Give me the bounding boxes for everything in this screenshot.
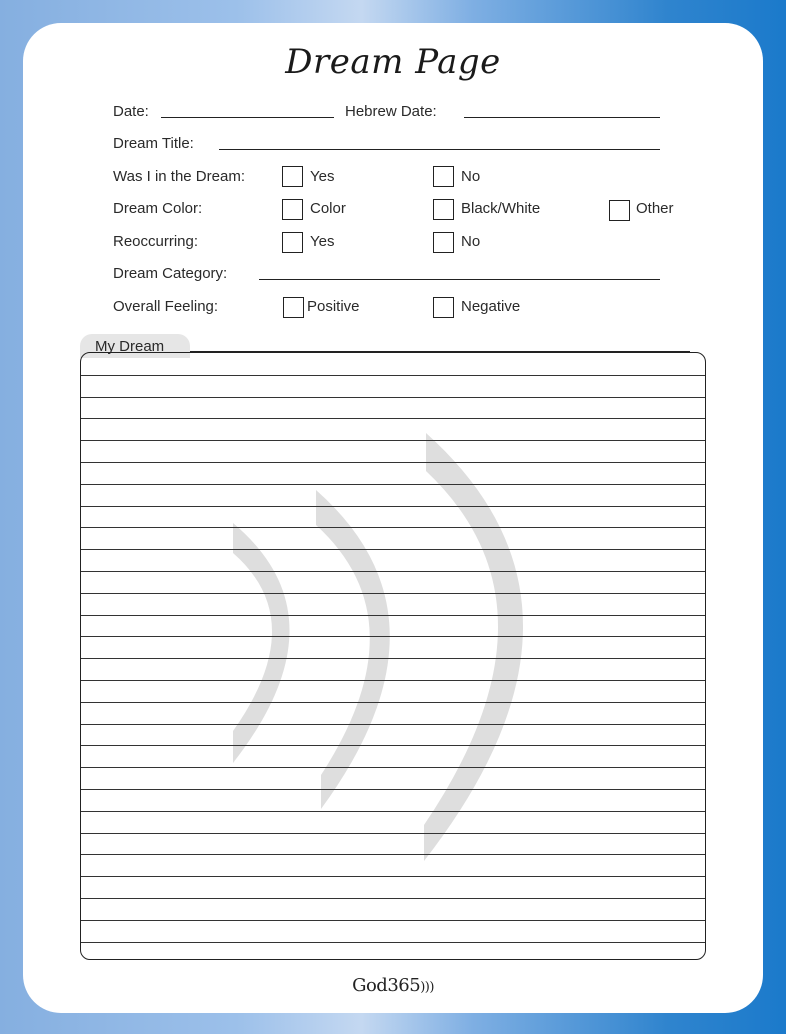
ruled-line [81, 854, 705, 855]
in-dream-yes-checkbox[interactable] [282, 166, 303, 187]
other-checkbox[interactable] [609, 200, 630, 221]
date-label: Date: [113, 103, 149, 120]
ruled-line [81, 418, 705, 419]
logo-text: God365 [352, 975, 421, 996]
positive-checkbox[interactable] [283, 297, 304, 318]
hebrew-date-field[interactable] [464, 117, 660, 118]
ruled-line [81, 745, 705, 746]
ruled-line [81, 615, 705, 616]
ruled-line [81, 833, 705, 834]
in-dream-no-label: No [461, 168, 481, 185]
positive-option-label: Positive [307, 298, 360, 315]
dream-color-label: Dream Color: [113, 200, 203, 217]
page-title: Dream Page [285, 42, 501, 82]
ruled-line [81, 549, 705, 550]
ruled-line [81, 680, 705, 681]
ruled-line [81, 440, 705, 441]
date-field[interactable] [161, 117, 334, 118]
ruled-line [81, 898, 705, 899]
ruled-lines [81, 353, 705, 959]
in-dream-yes-label: Yes [310, 168, 335, 185]
god365-logo [0, 975, 786, 996]
ruled-line [81, 506, 705, 507]
overall-feeling-label: Overall Feeling: [113, 298, 219, 315]
ruled-line [81, 527, 705, 528]
ruled-line [81, 462, 705, 463]
reoccurring-no-checkbox[interactable] [433, 232, 454, 253]
ruled-line [81, 397, 705, 398]
reoccurring-no-label: No [461, 233, 481, 250]
dream-title-field[interactable] [219, 149, 660, 150]
reoccurring-label: Reoccurring: [113, 233, 199, 250]
ruled-line [81, 767, 705, 768]
in-dream-label: Was I in the Dream: [113, 168, 245, 185]
negative-option-label: Negative [461, 298, 521, 315]
sound-waves-logo-icon: ))) [420, 980, 434, 995]
ruled-line [81, 593, 705, 594]
hebrew-date-label: Hebrew Date: [345, 103, 437, 120]
ruled-line [81, 920, 705, 921]
color-checkbox[interactable] [282, 199, 303, 220]
ruled-line [81, 702, 705, 703]
ruled-line [81, 571, 705, 572]
dream-title-label: Dream Title: [113, 135, 194, 152]
ruled-line [81, 636, 705, 637]
dream-writing-area[interactable] [80, 352, 706, 960]
ruled-line [81, 789, 705, 790]
reoccurring-yes-label: Yes [310, 233, 335, 250]
my-dream-tab-label: My Dream [95, 338, 165, 355]
dream-category-label: Dream Category: [113, 265, 228, 282]
ruled-line [81, 942, 705, 943]
ruled-line [81, 484, 705, 485]
other-option-label: Other [636, 200, 674, 217]
ruled-line [81, 811, 705, 812]
reoccurring-yes-checkbox[interactable] [282, 232, 303, 253]
ruled-line [81, 658, 705, 659]
black-white-checkbox[interactable] [433, 199, 454, 220]
black-white-option-label: Black/White [461, 200, 541, 217]
color-option-label: Color [310, 200, 346, 217]
dream-category-field[interactable] [259, 279, 660, 280]
in-dream-no-checkbox[interactable] [433, 166, 454, 187]
ruled-line [81, 724, 705, 725]
ruled-line [81, 876, 705, 877]
ruled-line [81, 375, 705, 376]
negative-checkbox[interactable] [433, 297, 454, 318]
